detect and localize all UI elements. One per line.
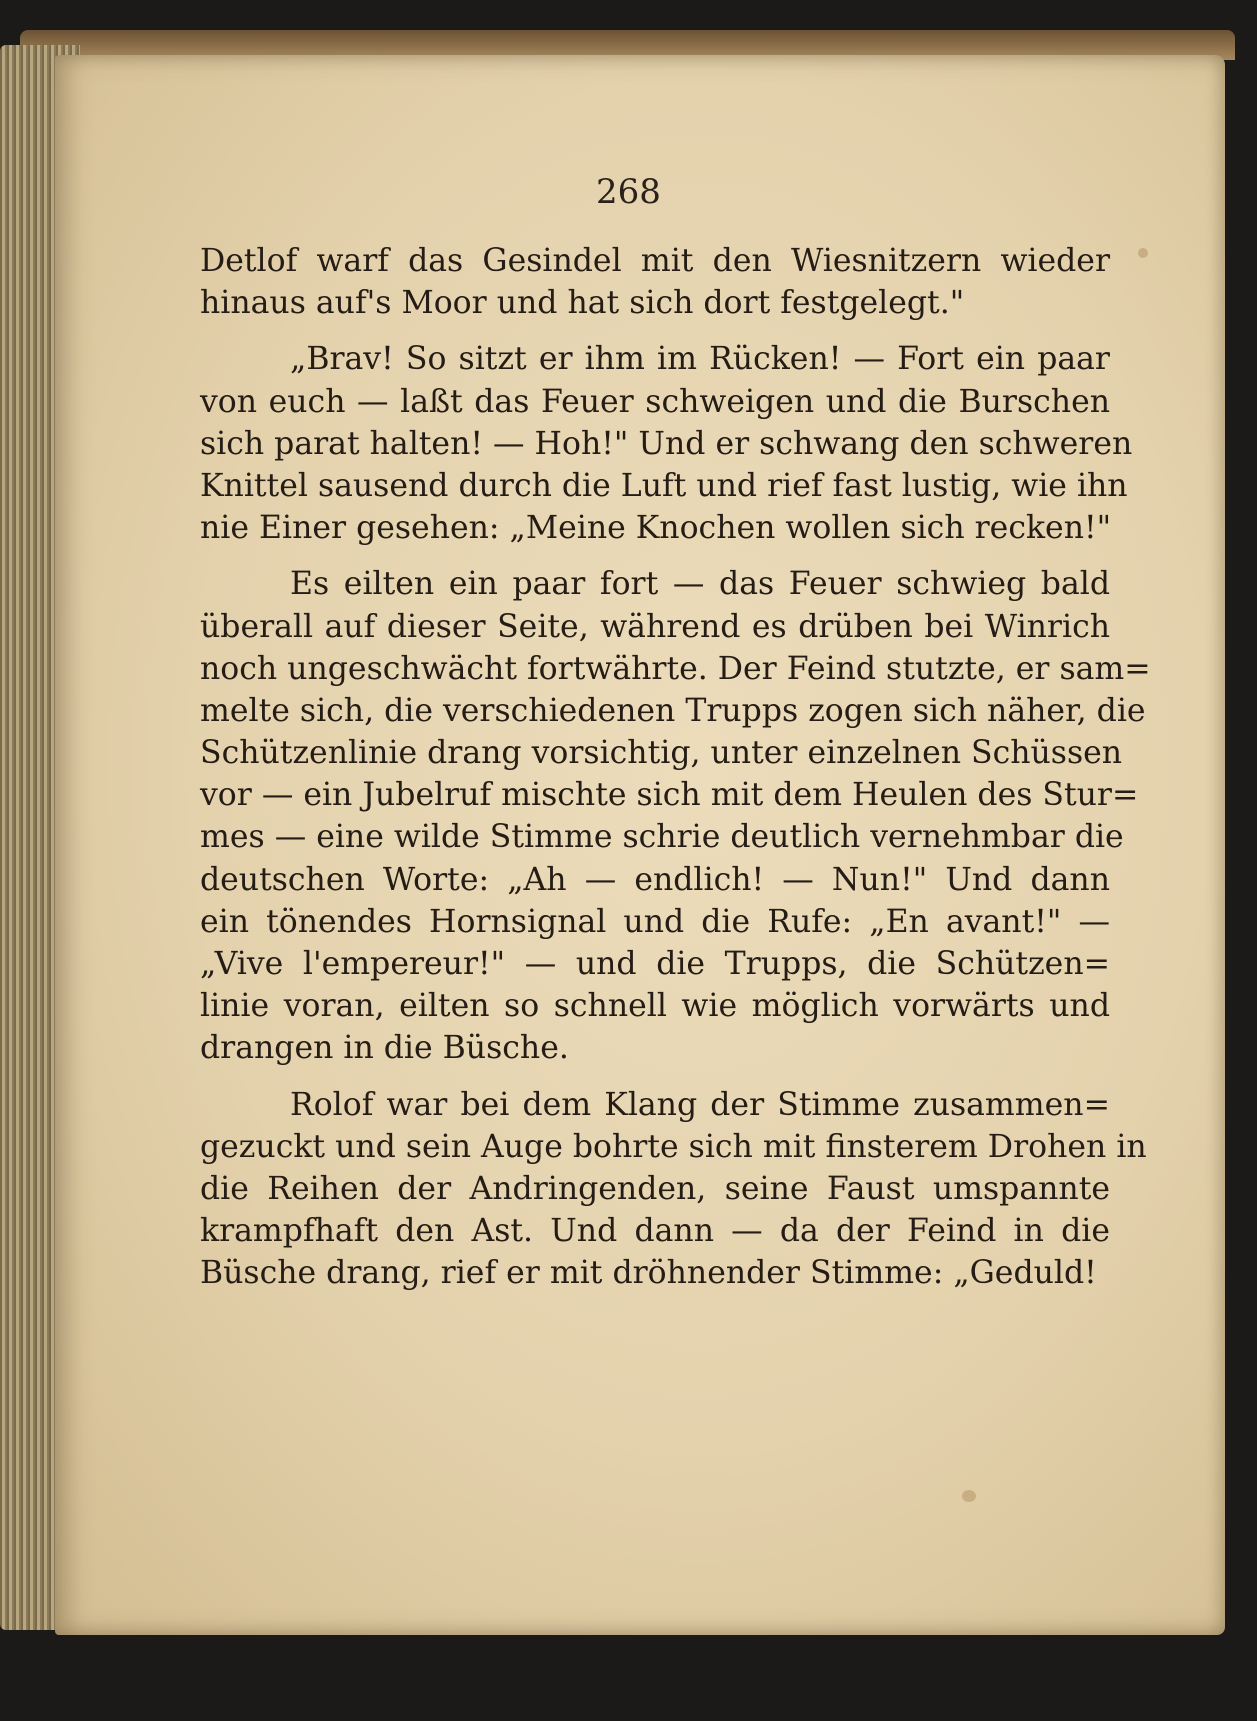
paper-speck [1138,248,1148,258]
text-line: deutschen Worte: „Ah — endlich! — Nun!" Und dann [200,861,1110,898]
text-line: Detlof warf das Gesindel mit den Wiesnitzern wieder [200,243,1110,279]
text-line: linie voran, eilten so schnell wie möglich vorwärts und [200,988,1110,1025]
text-line: drangen in die Büsche. [200,1030,569,1067]
text-line: Schützenlinie drang vorsichtig, unter einzelnen Schüssen [200,735,1123,772]
text-line: gezuckt und sein Auge bohrte sich mit finsterem Drohen in [200,1128,1147,1165]
text-line: nie Einer gesehen: „Meine Knochen wollen sich recken!" [200,510,1112,547]
text-line: „Vive l'empereur!" — und die Trupps, die Schützen= [200,946,1110,982]
text-line: die Reihen der Andringenden, seine Faust umspannte [200,1170,1110,1207]
text-line: von euch — laßt das Feuer schweigen und die Burschen [200,383,1110,420]
page-number: 268 [596,172,661,212]
text-line: noch ungeschwächt fortwährte. Der Feind stutzte, er sam= [200,650,1151,687]
text-line: krampfhaft den Ast. Und dann — da der Feind in die [200,1213,1110,1250]
text-line: melte sich, die verschiedenen Trupps zogen sich näher, die [200,692,1146,729]
text-line: vor — ein Jubelruf mischte sich mit dem Heulen des Stur= [200,777,1139,814]
text-line: hinaus auf's Moor und hat sich dort festgelegt." [200,285,965,322]
text-line: „Brav! So sitzt er ihm im Rücken! — Fort ein paar [290,341,1110,378]
text-line: Büsche drang, rief er mit dröhnender Stimme: „Geduld! [200,1255,1097,1292]
text-line: Knittel sausend durch die Luft und rief fast lustig, wie ihn [200,467,1128,504]
text-line: Rolof war bei dem Klang der Stimme zusammen= [290,1086,1110,1123]
text-line: überall auf dieser Seite, während es drüben bei Winrich [200,608,1110,645]
text-line: Es eilten ein paar fort — das Feuer schwieg bald [290,566,1110,603]
body-text [200,240,1151,1295]
text-line: ein tönendes Hornsignal und die Rufe: „En avant!" — [200,903,1110,940]
text-line: sich parat halten! — Hoh!" Und er schwang den schweren [200,425,1133,462]
text-line: mes — eine wilde Stimme schrie deutlich vernehmbar die [200,819,1124,856]
paper-speck [962,1490,976,1502]
